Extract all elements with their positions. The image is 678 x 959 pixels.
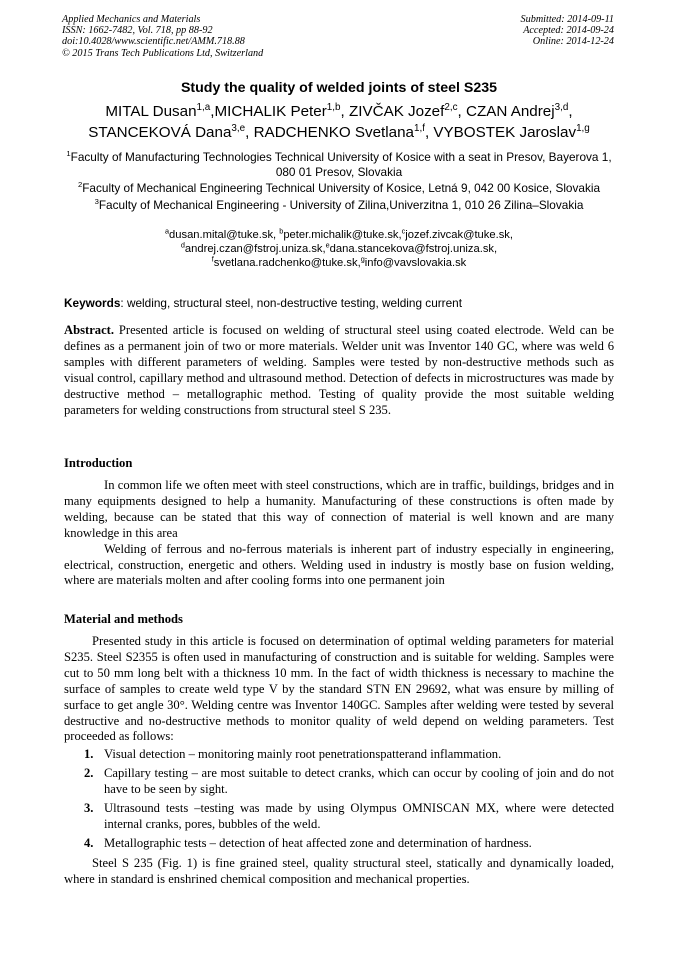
affiliation-sup: 1 (66, 149, 71, 159)
affiliation-text: Faculty of Mechanical Engineering Technical University of Kosice, Letná 9, 042 00 Kosice, Slovakia (82, 181, 601, 196)
email-link[interactable]: peter.michalik@tuke.sk, (283, 229, 402, 241)
list-text: Capillary testing – are most suitable to detect cranks, which can occur by cooling of join and do not have to be seen by sight. (104, 765, 614, 796)
journal-issn: ISSN: 1662-7482, Vol. 718, pp 88-92 (62, 25, 213, 37)
affiliation-text: Faculty of Manufacturing Technologies Technical University of Kosice with a seat in Presov, Bayerova 1, 080 01 Presov, Slovakia (70, 150, 612, 179)
email-sup: a (164, 226, 170, 236)
accepted-date: Accepted: 2014-09-24 (523, 25, 614, 37)
steel-description (64, 856, 614, 888)
author-name: RADCHENKO Svetlana (253, 124, 414, 141)
email-sup: d (180, 240, 185, 250)
author-sep: , (568, 103, 573, 120)
author-sup: 2,c (444, 101, 458, 113)
author-list (40, 101, 638, 143)
list-item (64, 801, 614, 833)
email-sup: e (325, 240, 330, 250)
author-sup: 3,e (231, 122, 246, 134)
list-number: 3. (84, 800, 94, 815)
online-date: Online: 2014-12-24 (532, 36, 614, 48)
dates-info (521, 14, 614, 48)
abstract-label: Abstract. (64, 323, 115, 337)
email-list (60, 228, 618, 271)
list-text: Visual detection – monitoring mainly root penetrationspatterand inflammation. (104, 747, 502, 761)
list-item (64, 747, 614, 763)
methods-body (64, 634, 614, 745)
author-name: MICHALIK Peter (214, 103, 327, 120)
email-sup: f (211, 254, 214, 264)
paragraph: Welding of ferrous and no-ferrous materials is inherent part of industry especially in engineering, electrical, construction, energetic and others. Welding used in industry is mostly base on fusion welding, where are materials molten and after cooling forms into one permanent join (64, 541, 614, 588)
submitted-date: Submitted: 2014-09-11 (520, 14, 614, 25)
list-number: 1. (84, 747, 94, 761)
email-sup: g (360, 254, 365, 264)
list-item (64, 836, 614, 852)
author-sup: 1,a (196, 101, 211, 113)
author-sep: , (210, 103, 215, 120)
abstract (64, 323, 614, 418)
paragraph: In common life we often meet with steel constructions, which are in traffic, buildings, bridges and in many equipments designed to help a humanity. Manufacturing of these constructions is often made by welding, because can be stated that this way of connection of material is well known and are many knowledge in this area (64, 478, 614, 540)
introduction-heading: Introduction (64, 456, 133, 470)
author-sep: , (424, 124, 434, 141)
author-sep: , (245, 124, 254, 141)
journal-name: Applied Mechanics and Materials (62, 14, 201, 25)
list-number: 2. (84, 765, 94, 780)
methods-heading: Material and methods (64, 612, 183, 626)
affiliation-sup: 2 (77, 180, 83, 190)
email-link[interactable]: info@vavslovakia.sk (364, 257, 467, 270)
author-name: CZAN Andrej (465, 103, 555, 120)
email-link[interactable]: svetlana.radchenko@tuke.sk, (213, 257, 361, 270)
author-name: ZIVČAK Jozef (348, 103, 445, 120)
test-list (64, 747, 614, 854)
list-number: 4. (84, 835, 94, 850)
journal-copyright: © 2015 Trans Tech Publications Ltd, Switzerland (62, 47, 264, 59)
author-sup: 1,f (413, 122, 425, 134)
author-name: VYBOSTEK Jaroslav (433, 124, 577, 141)
paragraph: Steel S 235 (Fig. 1) is fine grained steel, quality structural steel, statically and dynamically loaded, where in standard is enshrined chemical composition and mechanical properties. (64, 856, 614, 886)
author-sup: 3,d (554, 101, 569, 113)
author-sep: , (457, 103, 466, 120)
affiliations (60, 150, 618, 214)
email-sup: c (401, 226, 406, 236)
list-text: Ultrasound tests –testing was made by using Olympus OMNISCAN MX, where were detected internal cranks, pores, bubbles of the weld. (104, 800, 614, 831)
affiliation-item (60, 198, 618, 213)
affiliation-item (60, 181, 618, 196)
paragraph: Presented study in this article is focused on determination of optimal welding parameters for material S235. Steel S2355 is often used in manufacturing of construction and is suitable for welding. Samples were cut to 50 mm long belt with a thickness 10 mm. In the fact of width thickness is necessary to machine the surface of samples to create weld type V by the standard STN EN 29692, what was ensure by milling of surface to get angle 30°. Welding centre was Inventor 140GC. Samples after welding were tested by several destructive and no-destructive methods to monitor quality of weld depend on welding parameters. Test proceeded as follows: (64, 634, 614, 744)
abstract-text: Presented article is focused on welding of structural steel using coated electrode. Weld can be defines as a permanent join of two or more materials. Welder unit was Inventor 140 GC, where was weld 6 samples with different parameters of welding. Samples were tested by non-destructive methods such as visual control, capillary method and ultrasound method. Detection of defects in microstructures was made by destructive method – metallographic method. Testing of quality provide the most suitable welding parameters for welding constructions from structural steel S 235. (64, 323, 614, 417)
keywords-text: : welding, structural steel, non-destructive testing, welding current (120, 296, 463, 310)
author-sup: 1,b (326, 101, 341, 113)
keywords (64, 296, 616, 310)
email-link[interactable]: dusan.mital@tuke.sk, (169, 229, 280, 241)
keywords-label: Keywords (64, 296, 121, 310)
author-name: STANCEKOVÁ Dana (88, 124, 232, 141)
list-text: Metallographic tests – detection of heat affected zone and determination of hardness. (104, 835, 532, 850)
affiliation-text: Faculty of Mechanical Engineering - University of Zilina,Univerzitna 1, 010 26 Zilina–Slovakia (98, 197, 584, 212)
email-link[interactable]: dana.stancekova@fstroj.uniza.sk, (329, 243, 498, 256)
email-sup: b (279, 226, 284, 236)
introduction-body (64, 478, 614, 589)
list-item (64, 766, 614, 798)
author-sep: , (340, 103, 349, 120)
author-sup: 1,g (576, 122, 590, 134)
affiliation-item (60, 150, 618, 179)
journal-doi[interactable]: doi:10.4028/www.scientific.net/AMM.718.88 (62, 36, 245, 48)
email-link[interactable]: andrej.czan@fstroj.uniza.sk, (184, 243, 326, 256)
journal-info (62, 14, 263, 59)
author-name: MITAL Dusan (105, 103, 197, 120)
email-link[interactable]: jozef.zivcak@tuke.sk, (405, 229, 513, 241)
affiliation-sup: 3 (94, 196, 99, 206)
paper-title: Study the quality of welded joints of steel S235 (180, 80, 498, 96)
